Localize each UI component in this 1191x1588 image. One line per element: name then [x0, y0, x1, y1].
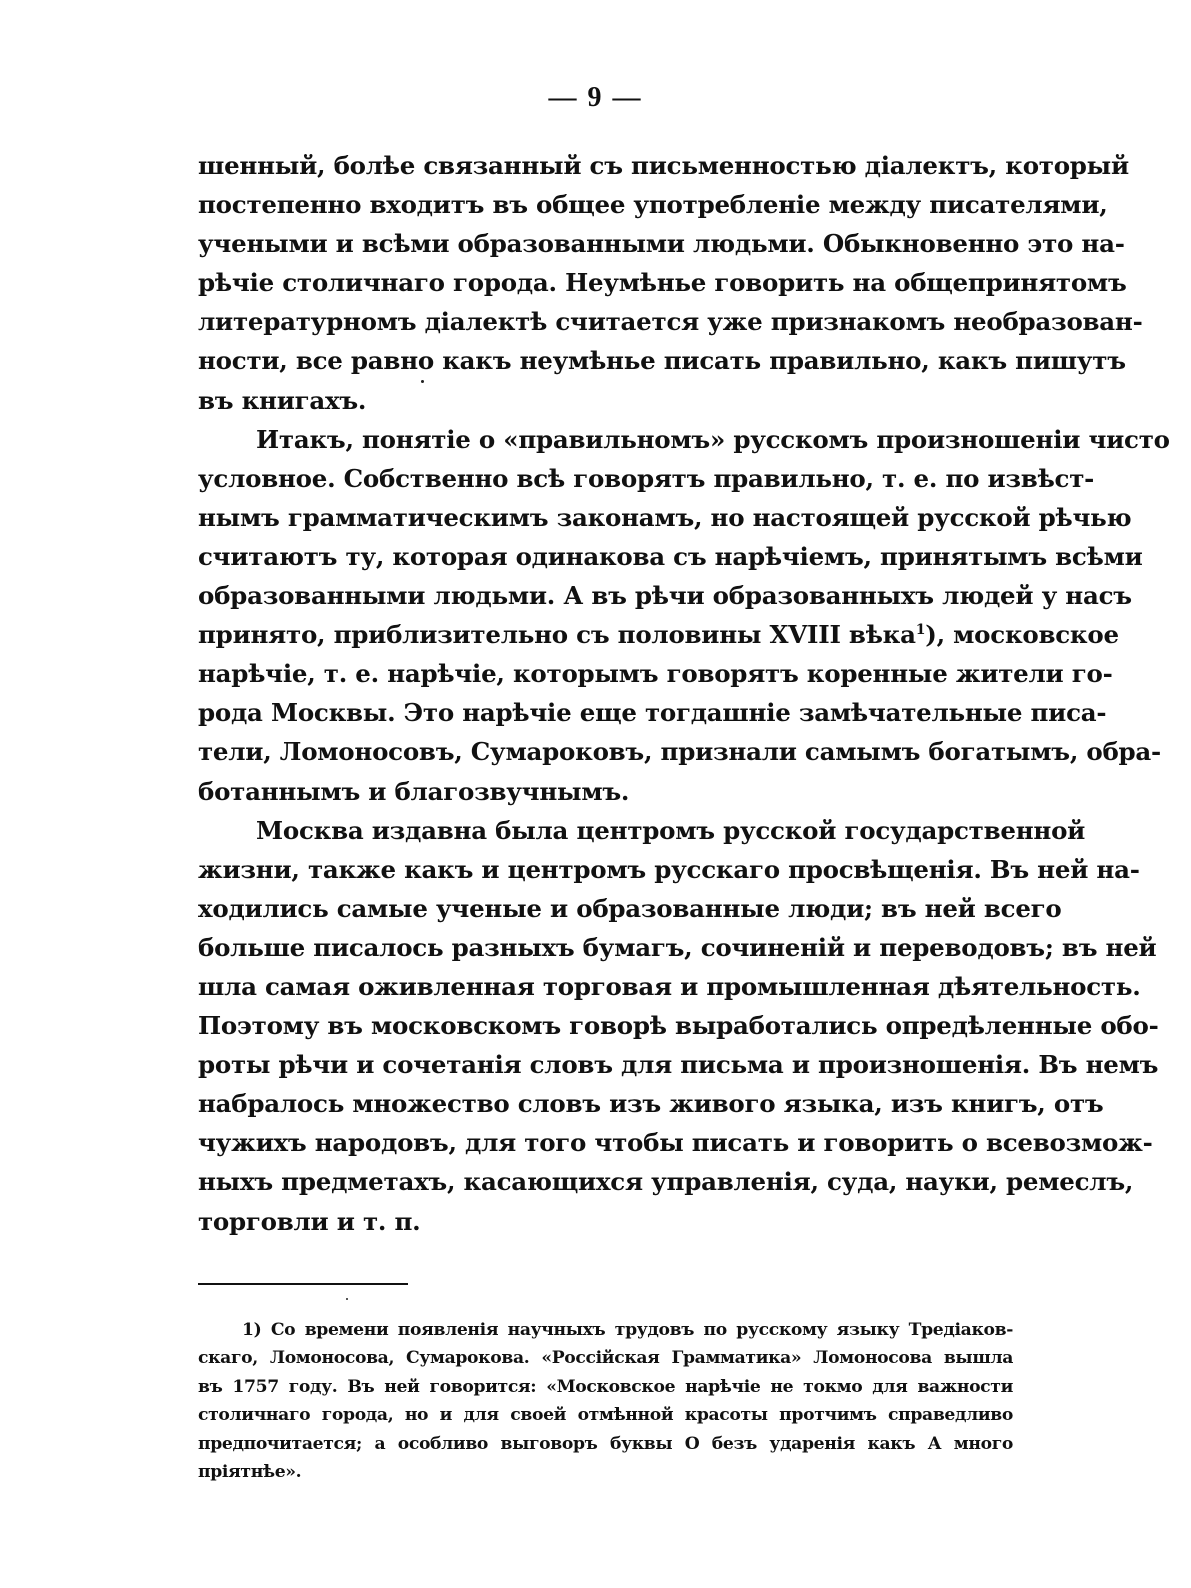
text-line: Итакъ, понятіе о «правильномъ» русскомъ произношеніи чисто — [256, 424, 1170, 454]
text-line: тели, Ломоносовъ, Сумароковъ, признали самымъ богатымъ, обра- — [198, 737, 1161, 767]
text-line: постепенно входитъ въ общее употребленіе между писателями, — [198, 190, 1108, 220]
footnote-line: 1) Со времени появленія научныхъ трудовъ по русскому языку Тредіаков- — [242, 1320, 1013, 1340]
text-line: шла самая оживленная торговая и промышленная дѣятельность. — [198, 971, 1141, 1001]
text-line: ныхъ предметахъ, касающихся управленія, суда, науки, ремеслъ, — [198, 1167, 1134, 1197]
text-line: торговли и т. п. — [198, 1206, 421, 1236]
main-text — [198, 146, 1170, 1241]
text-line: въ книгахъ. — [198, 385, 367, 415]
text-line: рѣчіе столичнаго города. Неумѣнье говорить на общепринятомъ — [198, 268, 1127, 298]
text-line: условное. Собственно всѣ говорятъ правильно, т. е. по извѣст- — [198, 463, 1095, 493]
paragraph-3 — [198, 811, 1159, 1241]
text-segment: принято, приблизительно съ половины XVIII вѣка — [198, 620, 916, 650]
ink-speck — [421, 380, 424, 383]
footnote — [198, 1316, 1013, 1486]
text-line: считаютъ ту, которая одинакова съ нарѣчіемъ, принятымъ всѣми — [198, 541, 1143, 571]
text-line: шенный, болѣе связанный съ письменностью діалектъ, который — [198, 151, 1129, 180]
text-line-with-footnote-ref — [198, 615, 1119, 654]
text-line: ности, все равно какъ неумѣнье писать правильно, какъ пишутъ — [198, 346, 1126, 376]
text-line: литературномъ діалектѣ считается уже признакомъ необразован- — [198, 307, 1143, 337]
ink-speck — [346, 1298, 348, 1300]
footnote-reference: 1 — [915, 621, 926, 638]
text-line: Москва издавна была центромъ русской государственной — [256, 815, 1086, 845]
text-line: роты рѣчи и сочетанія словъ для письма и произношенія. Въ немъ — [198, 1050, 1159, 1080]
text-line: образованными людьми. А въ рѣчи образованныхъ людей у насъ — [198, 581, 1132, 611]
footnote-divider — [198, 1283, 408, 1285]
footnote-line: предпочитается; а особливо выговоръ буквы О безъ ударенія какъ А много — [198, 1433, 1013, 1454]
text-line: рода Москвы. Это нарѣчіе еще тогдашніе замѣчательные писа- — [198, 698, 1107, 728]
text-line: Поэтому въ московскомъ говорѣ выработались опредѣленные обо- — [198, 1011, 1159, 1041]
text-line: ходились самые ученые и образованные люди; въ ней всего — [198, 893, 1062, 923]
text-line: нымъ грамматическимъ законамъ, но настоящей русской рѣчью — [198, 502, 1132, 532]
text-line: нарѣчіе, т. е. нарѣчіе, которымъ говорятъ коренные жители го- — [198, 659, 1113, 689]
text-line: жизни, также какъ и центромъ русскаго просвѣщенія. Въ ней на- — [198, 854, 1140, 884]
text-line: чужихъ народовъ, для того чтобы писать и говорить о всевозмож- — [198, 1128, 1153, 1158]
text-segment: ), московское — [925, 620, 1119, 650]
text-line: учеными и всѣми образованными людьми. Обыкновенно это на- — [198, 229, 1125, 259]
footnote-line: скаго, Ломоносова, Сумарокова. «Россійская Грамматика» Ломоносова вышла — [198, 1348, 1013, 1369]
page-number: — 9 — — [548, 82, 643, 113]
text-line: ботаннымъ и благозвучнымъ. — [198, 776, 630, 806]
paragraph-1 — [198, 146, 1143, 420]
footnote-line: пріятнѣе». — [198, 1461, 302, 1482]
text-line: больше писалось разныхъ бумагъ, сочиненій и переводовъ; въ ней — [198, 932, 1157, 962]
paragraph-2 — [198, 420, 1170, 811]
text-line: набралось множество словъ изъ живого языка, изъ книгъ, отъ — [198, 1089, 1104, 1119]
footnote-line: въ 1757 году. Въ ней говорится: «Московское нарѣчіе не токмо для важности — [198, 1376, 1013, 1397]
footnote-line: столичнаго города, но и для своей отмѣнной красоты протчимъ справедливо — [198, 1405, 1013, 1426]
